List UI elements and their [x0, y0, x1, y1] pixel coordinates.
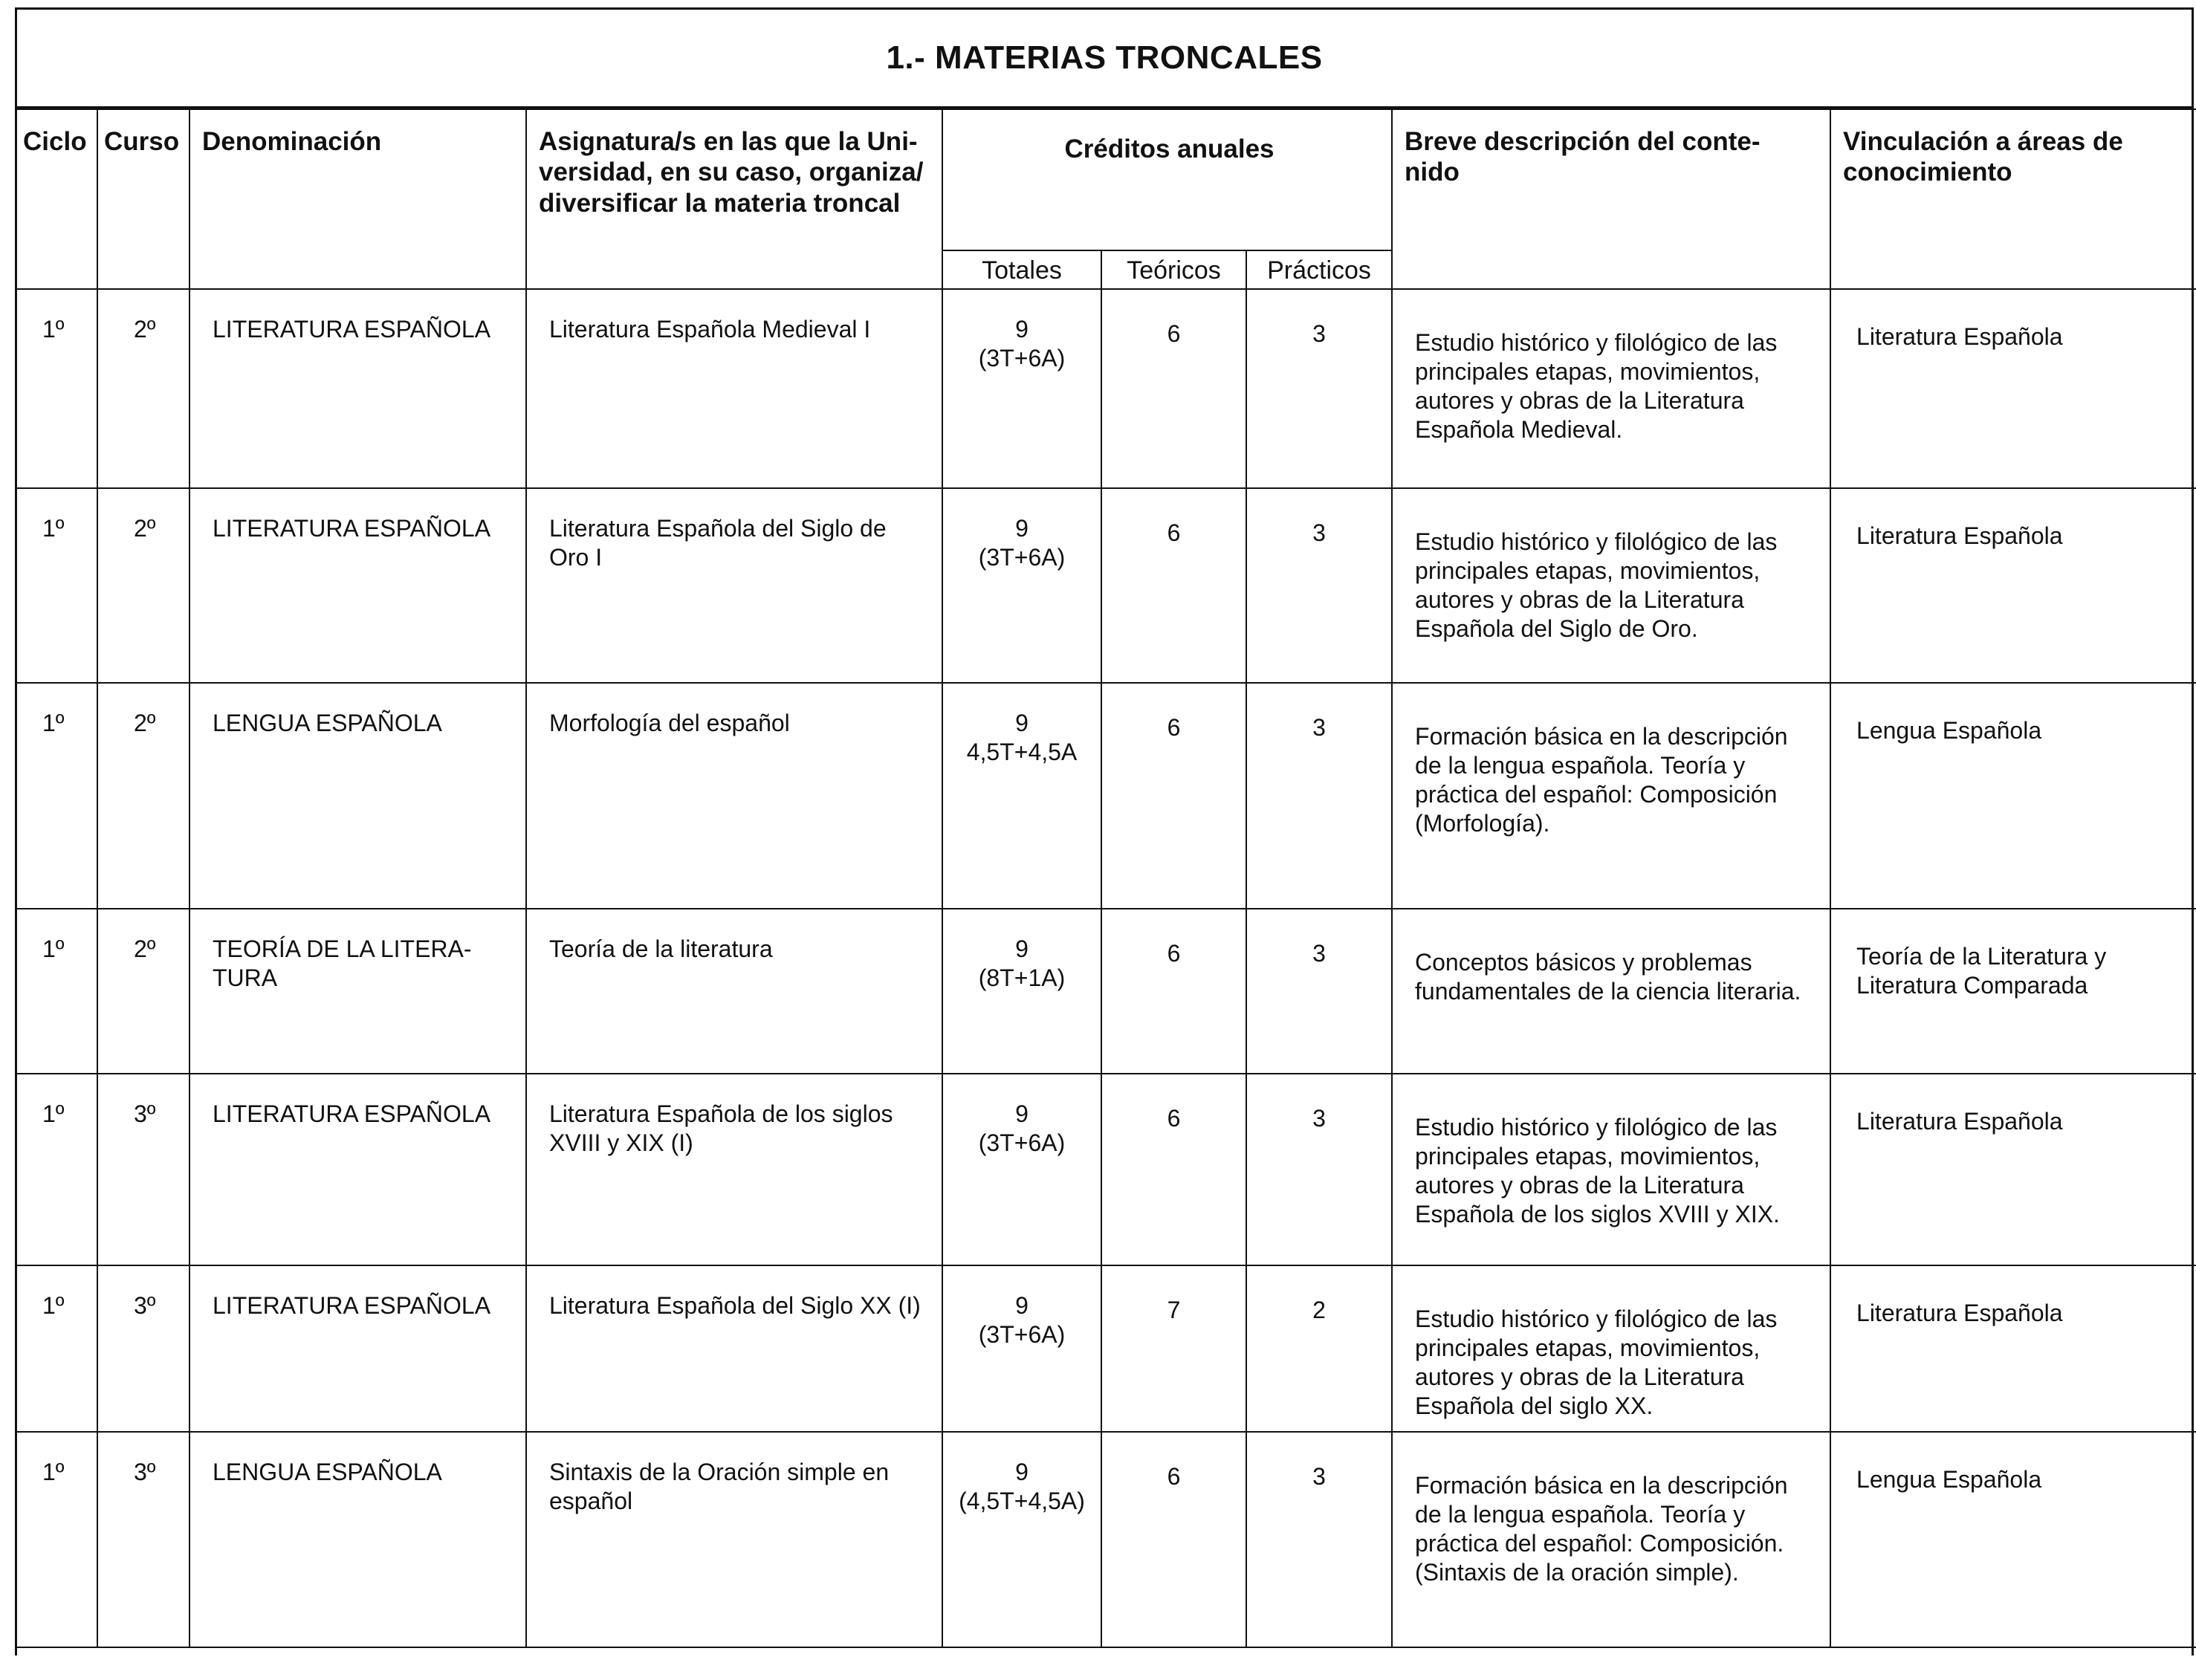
cell-practicos: 3: [1246, 1432, 1392, 1647]
header-curso: Curso: [97, 109, 190, 289]
cell-totales: [942, 683, 1101, 909]
totales-detail: (3T+6A): [978, 544, 1066, 571]
cell-denominacion: LITERATURA ESPAÑOLA: [190, 289, 526, 488]
table-row: [17, 1074, 2196, 1265]
cell-ciclo: 1º: [17, 683, 97, 909]
totales-detail: 4,5T+4,5A: [966, 739, 1078, 766]
cell-totales: [942, 289, 1101, 488]
totales-value: 9: [1015, 515, 1029, 542]
header-totales: Totales: [942, 250, 1101, 289]
cell-teoricos: 6: [1101, 488, 1246, 683]
cell-ciclo: 1º: [17, 1265, 97, 1432]
totales-detail: (8T+1A): [978, 964, 1066, 992]
cell-vinculacion: Literatura Española: [1830, 488, 2196, 683]
cell-descripcion: Formación básica en la descripción de la lengua española. Teoría y práctica del español: Composición. (Sintaxis de la oración simple).: [1392, 1432, 1830, 1647]
cell-teoricos: 6: [1101, 1074, 1246, 1265]
cell-practicos: 3: [1246, 488, 1392, 683]
cell-teoricos: 7: [1101, 1265, 1246, 1432]
table-row: [17, 683, 2196, 909]
cell-curso: 3º: [97, 1265, 190, 1432]
cell-ciclo: 1º: [17, 909, 97, 1074]
cell-denominacion: LENGUA ESPAÑOLA: [190, 1432, 526, 1647]
cell-totales: [942, 1432, 1101, 1647]
cell-vinculacion: Teoría de la Literatura y Literatura Comparada: [1830, 909, 2196, 1074]
totales-value: 9: [1015, 1292, 1029, 1319]
totales-value: 9: [1015, 316, 1029, 343]
cell-practicos: 3: [1246, 1074, 1392, 1265]
cell-curso: 3º: [97, 1074, 190, 1265]
cell-curso: 3º: [97, 1432, 190, 1647]
table-row: [17, 289, 2196, 488]
document-page: [15, 7, 2194, 1655]
cell-practicos: 3: [1246, 683, 1392, 909]
table-row: [17, 1432, 2196, 1647]
cell-denominacion: LITERATURA ESPAÑOLA: [190, 1265, 526, 1432]
cell-denominacion: LITERATURA ESPAÑOLA: [190, 488, 526, 683]
cell-denominacion: LITERATURA ESPAÑOLA: [190, 1074, 526, 1265]
cell-asignatura: Literatura Española Medieval I: [526, 289, 942, 488]
totales-value: 9: [1015, 1100, 1029, 1127]
totales-value: 9: [1015, 710, 1029, 736]
cell-ciclo: 1º: [17, 488, 97, 683]
totales-detail: (3T+6A): [978, 345, 1066, 372]
cell-totales: [942, 488, 1101, 683]
table-row: [17, 1265, 2196, 1432]
cell-totales: [942, 909, 1101, 1074]
cell-totales: [942, 1074, 1101, 1265]
cell-asignatura: Sintaxis de la Oración simple en español: [526, 1432, 942, 1647]
table-body: [17, 289, 2196, 1647]
cell-descripcion: Formación básica en la descripción de la lengua española. Teoría y práctica del español: Composición (Morfología).: [1392, 683, 1830, 909]
totales-value: 9: [1015, 1459, 1029, 1485]
header-descripcion: Breve descripción del conte- nido: [1392, 109, 1830, 289]
table-row: [17, 909, 2196, 1074]
cell-vinculacion: Lengua Española: [1830, 683, 2196, 909]
header-practicos: Prácticos: [1246, 250, 1392, 289]
cell-curso: 2º: [97, 683, 190, 909]
cell-curso: 2º: [97, 909, 190, 1074]
totales-value: 9: [1015, 935, 1029, 962]
header-asignaturas: Asignatura/s en las que la Uni- versidad, en su caso, organiza/ diversificar la materia troncal: [526, 109, 942, 289]
materias-table: [17, 108, 2196, 1648]
page-title: 1.- MATERIAS TRONCALES: [17, 10, 2192, 108]
cell-practicos: 3: [1246, 289, 1392, 488]
header-creditos-anuales: Créditos anuales: [942, 109, 1392, 250]
cell-ciclo: 1º: [17, 289, 97, 488]
cell-asignatura: Morfología del español: [526, 683, 942, 909]
header-ciclo: Ciclo: [17, 109, 97, 289]
cell-denominacion: LENGUA ESPAÑOLA: [190, 683, 526, 909]
cell-vinculacion: Literatura Española: [1830, 289, 2196, 488]
cell-descripcion: Estudio histórico y filológico de las principales etapas, movimientos, autores y obras de la Literatura Española del siglo XX.: [1392, 1265, 1830, 1432]
cell-curso: 2º: [97, 289, 190, 488]
cell-asignatura: Teoría de la literatura: [526, 909, 942, 1074]
table-row: [17, 488, 2196, 683]
cell-descripcion: Conceptos básicos y problemas fundamentales de la ciencia literaria.: [1392, 909, 1830, 1074]
cell-descripcion: Estudio histórico y filológico de las principales etapas, movimientos, autores y obras de la Literatura Española Medieval.: [1392, 289, 1830, 488]
cell-asignatura: Literatura Española del Siglo XX (I): [526, 1265, 942, 1432]
cell-asignatura: Literatura Española del Siglo de Oro I: [526, 488, 942, 683]
totales-detail: (3T+6A): [978, 1321, 1066, 1349]
cell-teoricos: 6: [1101, 1432, 1246, 1647]
header-vinculacion: Vinculación a áreas de conocimiento: [1830, 109, 2196, 289]
cell-denominacion: TEORÍA DE LA LITERA- TURA: [190, 909, 526, 1074]
cell-vinculacion: Lengua Española: [1830, 1432, 2196, 1647]
table-header: [17, 109, 2196, 289]
header-teoricos: Teóricos: [1101, 250, 1246, 289]
cell-totales: [942, 1265, 1101, 1432]
header-denominacion: Denominación: [190, 109, 526, 289]
cell-teoricos: 6: [1101, 683, 1246, 909]
cell-curso: 2º: [97, 488, 190, 683]
cell-teoricos: 6: [1101, 909, 1246, 1074]
cell-asignatura: Literatura Española de los siglos XVIII y XIX (I): [526, 1074, 942, 1265]
cell-practicos: 2: [1246, 1265, 1392, 1432]
cell-descripcion: Estudio histórico y filológico de las principales etapas, movimientos, autores y obras de la Literatura Española del Siglo de Oro.: [1392, 488, 1830, 683]
cell-teoricos: 6: [1101, 289, 1246, 488]
cell-descripcion: Estudio histórico y filológico de las principales etapas, movimientos, autores y obras de la Literatura Española de los siglos XVIII y XIX.: [1392, 1074, 1830, 1265]
cell-ciclo: 1º: [17, 1074, 97, 1265]
cell-vinculacion: Literatura Española: [1830, 1265, 2196, 1432]
cell-vinculacion: Literatura Española: [1830, 1074, 2196, 1265]
cell-practicos: 3: [1246, 909, 1392, 1074]
totales-detail: (3T+6A): [978, 1129, 1066, 1157]
totales-detail: (4,5T+4,5A): [959, 1488, 1085, 1515]
cell-ciclo: 1º: [17, 1432, 97, 1647]
